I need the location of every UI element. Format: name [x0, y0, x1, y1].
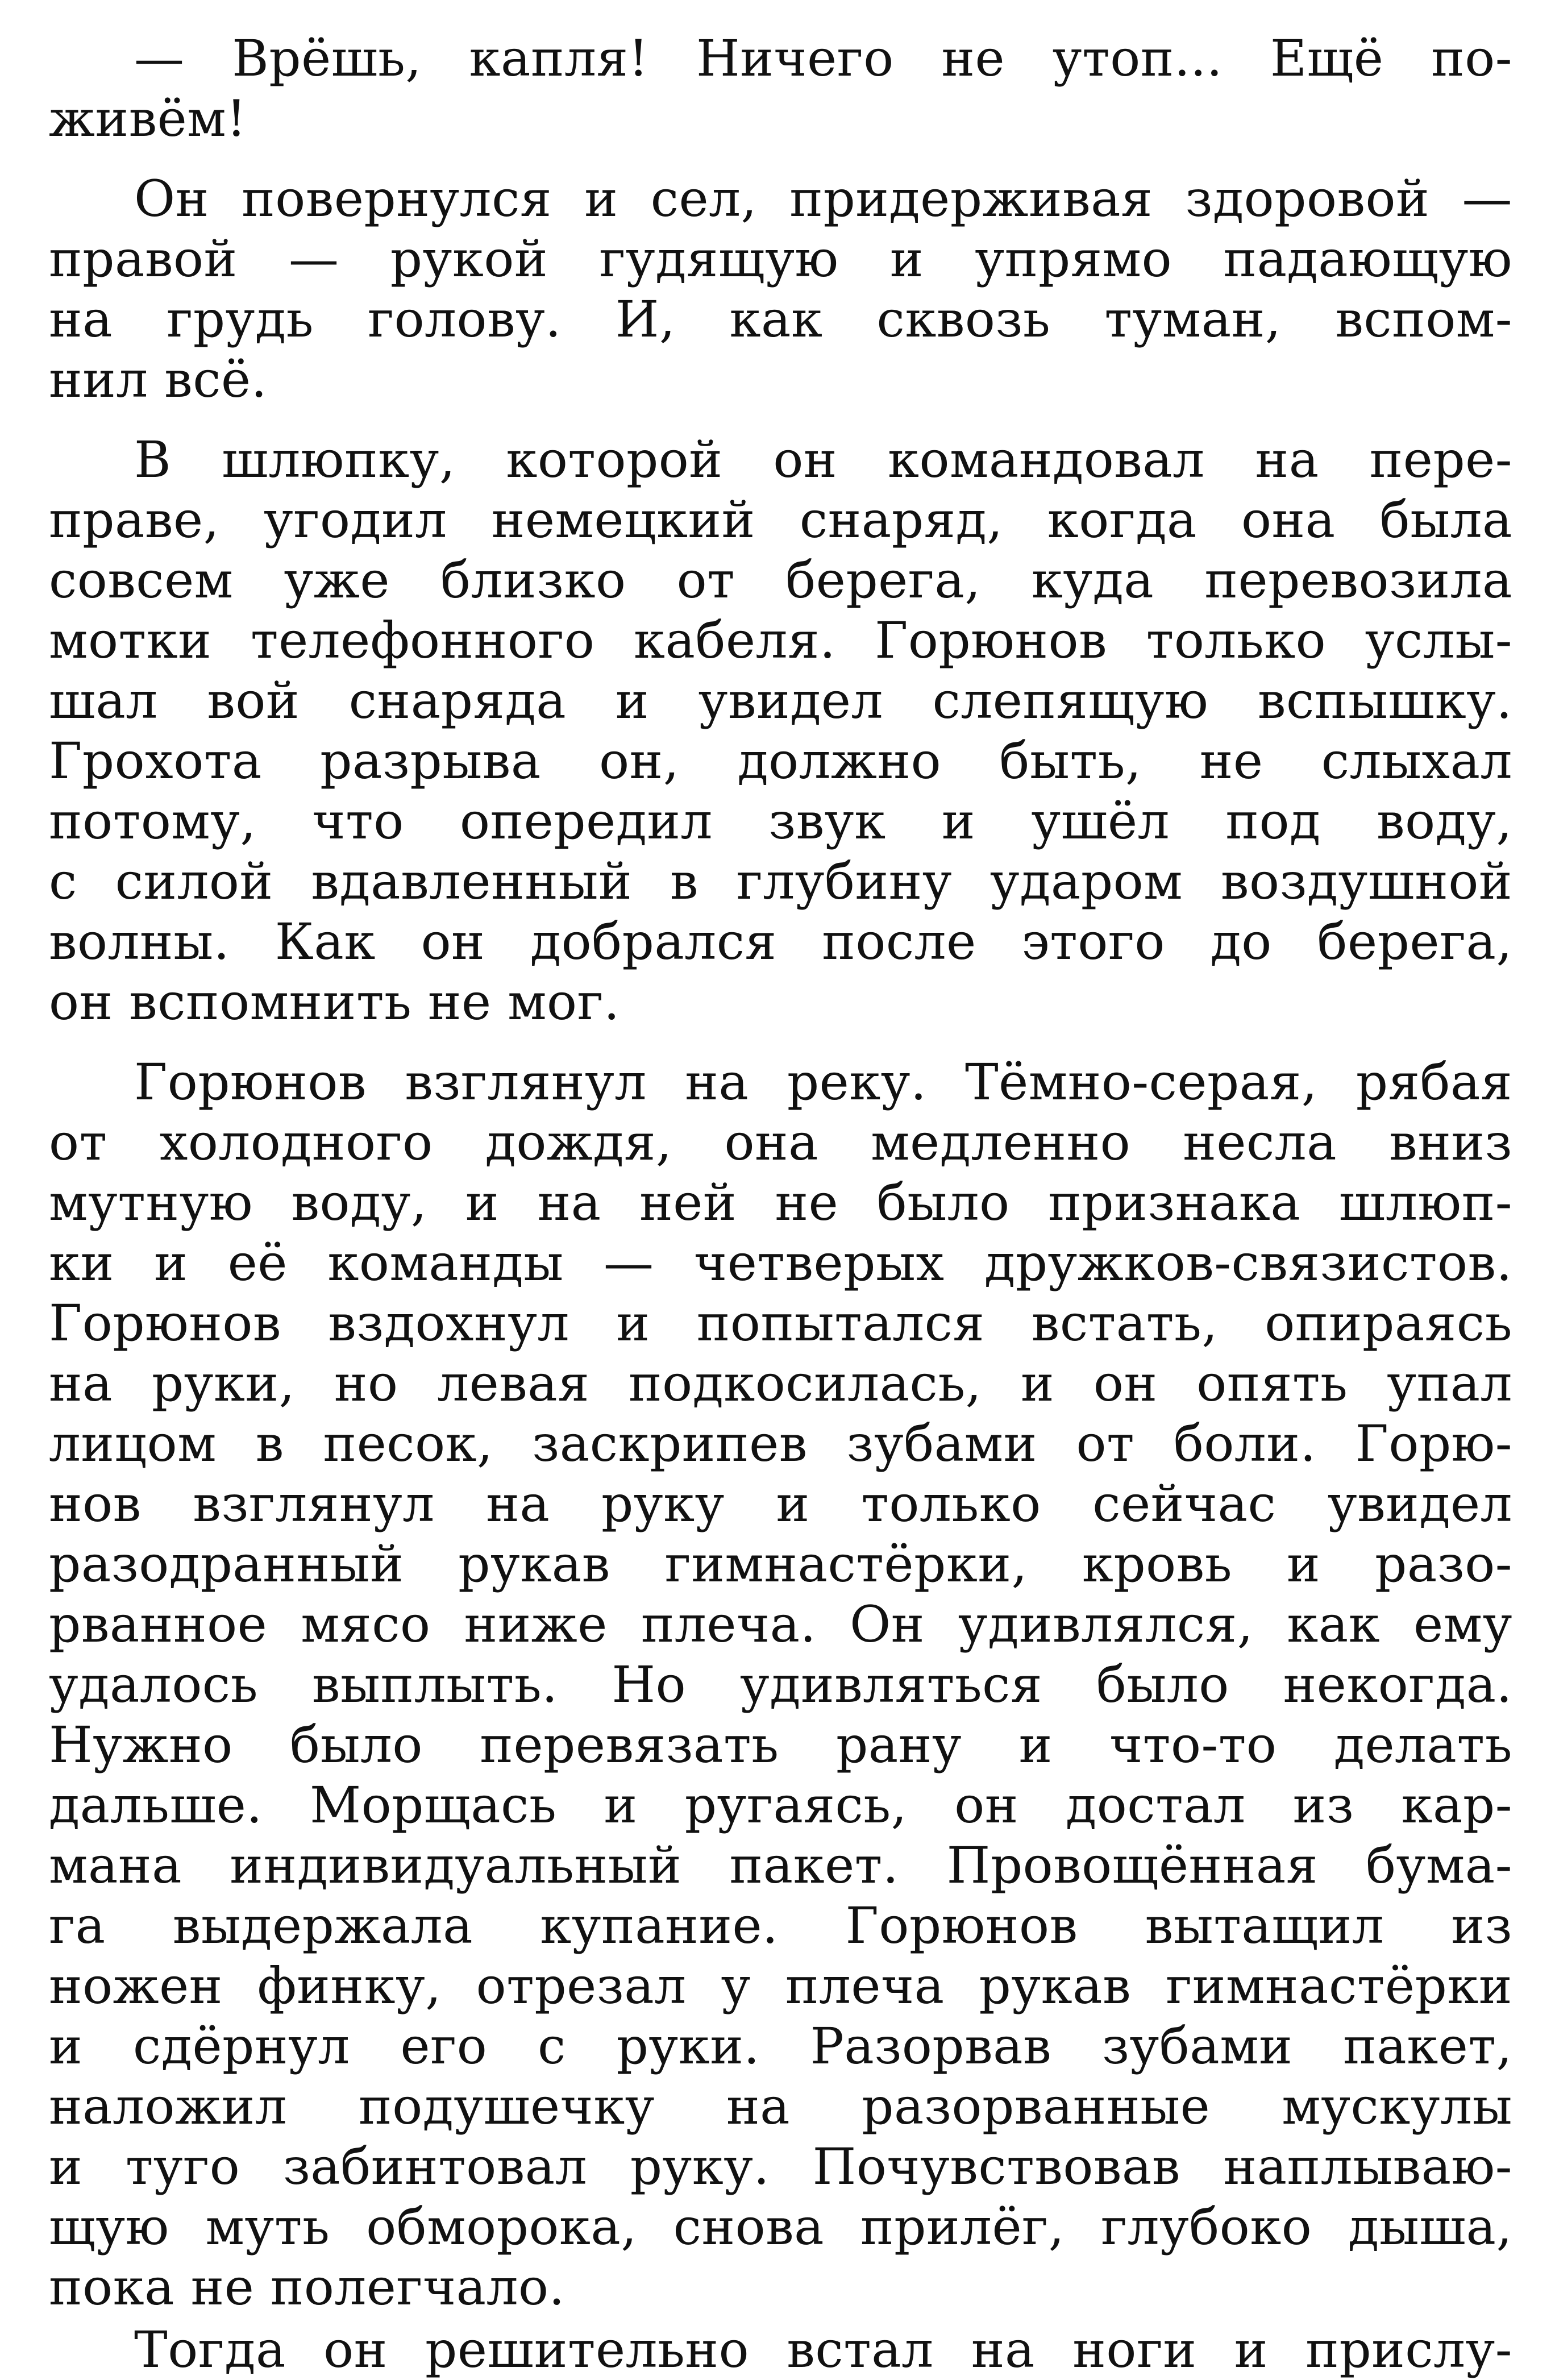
text-line: совсем уже близко от берега, куда перевозила [49, 551, 1512, 609]
text-line: Тогда он решительно встал на ноги и прислу- [134, 2320, 1512, 2379]
text-line: на грудь голову. И, как сквозь туман, вспом- [49, 290, 1512, 348]
text-line: он вспомнить не мог. [49, 973, 620, 1031]
text-line: правой — рукой гудящую и упрямо падающую [49, 230, 1512, 288]
text-line: пока не полегчало. [49, 2258, 565, 2316]
text-line: и сдёрнул его с руки. Разорвав зубами пакет, [49, 2017, 1512, 2075]
text-line: Горюнов вздохнул и попытался встать, опираясь [49, 1294, 1512, 1352]
text-line: удалось выплыть. Но удивляться было некогда. [49, 1655, 1512, 1714]
text-line: шал вой снаряда и увидел слепящую вспышку. [49, 671, 1512, 730]
text-line: Горюнов взглянул на реку. Тёмно-серая, рябая [134, 1053, 1512, 1111]
text-line: праве, угодил немецкий снаряд, когда она была [49, 491, 1512, 549]
text-line: с силой вдавленный в глубину ударом воздушной [49, 852, 1512, 911]
text-line: Грохота разрыва он, должно быть, не слыхал [49, 732, 1512, 790]
text-line: на руки, но левая подкосилась, и он опять упал [49, 1354, 1512, 1413]
text-line: лицом в песок, заскрипев зубами от боли. Горю- [49, 1414, 1512, 1473]
text-line: волны. Как он добрался после этого до берега, [49, 912, 1512, 971]
text-line: — Врёшь, капля! Ничего не утоп... Ещё по- [134, 29, 1512, 88]
text-line: и туго забинтовал руку. Почувствовав наплываю- [49, 2137, 1512, 2196]
text-line: рванное мясо ниже плеча. Он удивлялся, как ему [49, 1595, 1512, 1654]
text-line: В шлюпку, которой он командовал на пере- [134, 430, 1512, 489]
text-line: ножен финку, отрезал у плеча рукав гимнастёрки [49, 1957, 1512, 2015]
text-line: потому, что опередил звук и ушёл под воду, [49, 792, 1512, 850]
text-line: мутную воду, и на ней не было признака шлюп- [49, 1173, 1512, 1232]
text-line: живём! [49, 89, 247, 148]
text-line: ки и её команды — четверых дружков-связистов. [49, 1233, 1512, 1292]
text-line: дальше. Морщась и ругаясь, он достал из кар- [49, 1776, 1512, 1834]
book-page [49, 28, 1512, 2379]
text-line: нов взглянул на руку и только сейчас увидел [49, 1474, 1512, 1533]
text-line: наложил подушечку на разорванные мускулы [49, 2077, 1512, 2136]
text-line: разодранный рукав гимнастёрки, кровь и разо- [49, 1535, 1512, 1593]
text-line: мана индивидуальный пакет. Провощённая бума- [49, 1836, 1512, 1895]
text-line: га выдержала купание. Горюнов вытащил из [49, 1896, 1512, 1955]
text-line: от холодного дождя, она медленно несла вниз [49, 1113, 1512, 1172]
text-line: Нужно было перевязать рану и что-то делать [49, 1716, 1512, 1774]
text-line: мотки телефонного кабеля. Горюнов только услы- [49, 611, 1512, 670]
text-line: нил всё. [49, 350, 268, 409]
text-line: Он повернулся и сел, придерживая здоровой — [134, 169, 1512, 228]
text-line: щую муть обморока, снова прилёг, глубоко дыша, [49, 2198, 1512, 2256]
